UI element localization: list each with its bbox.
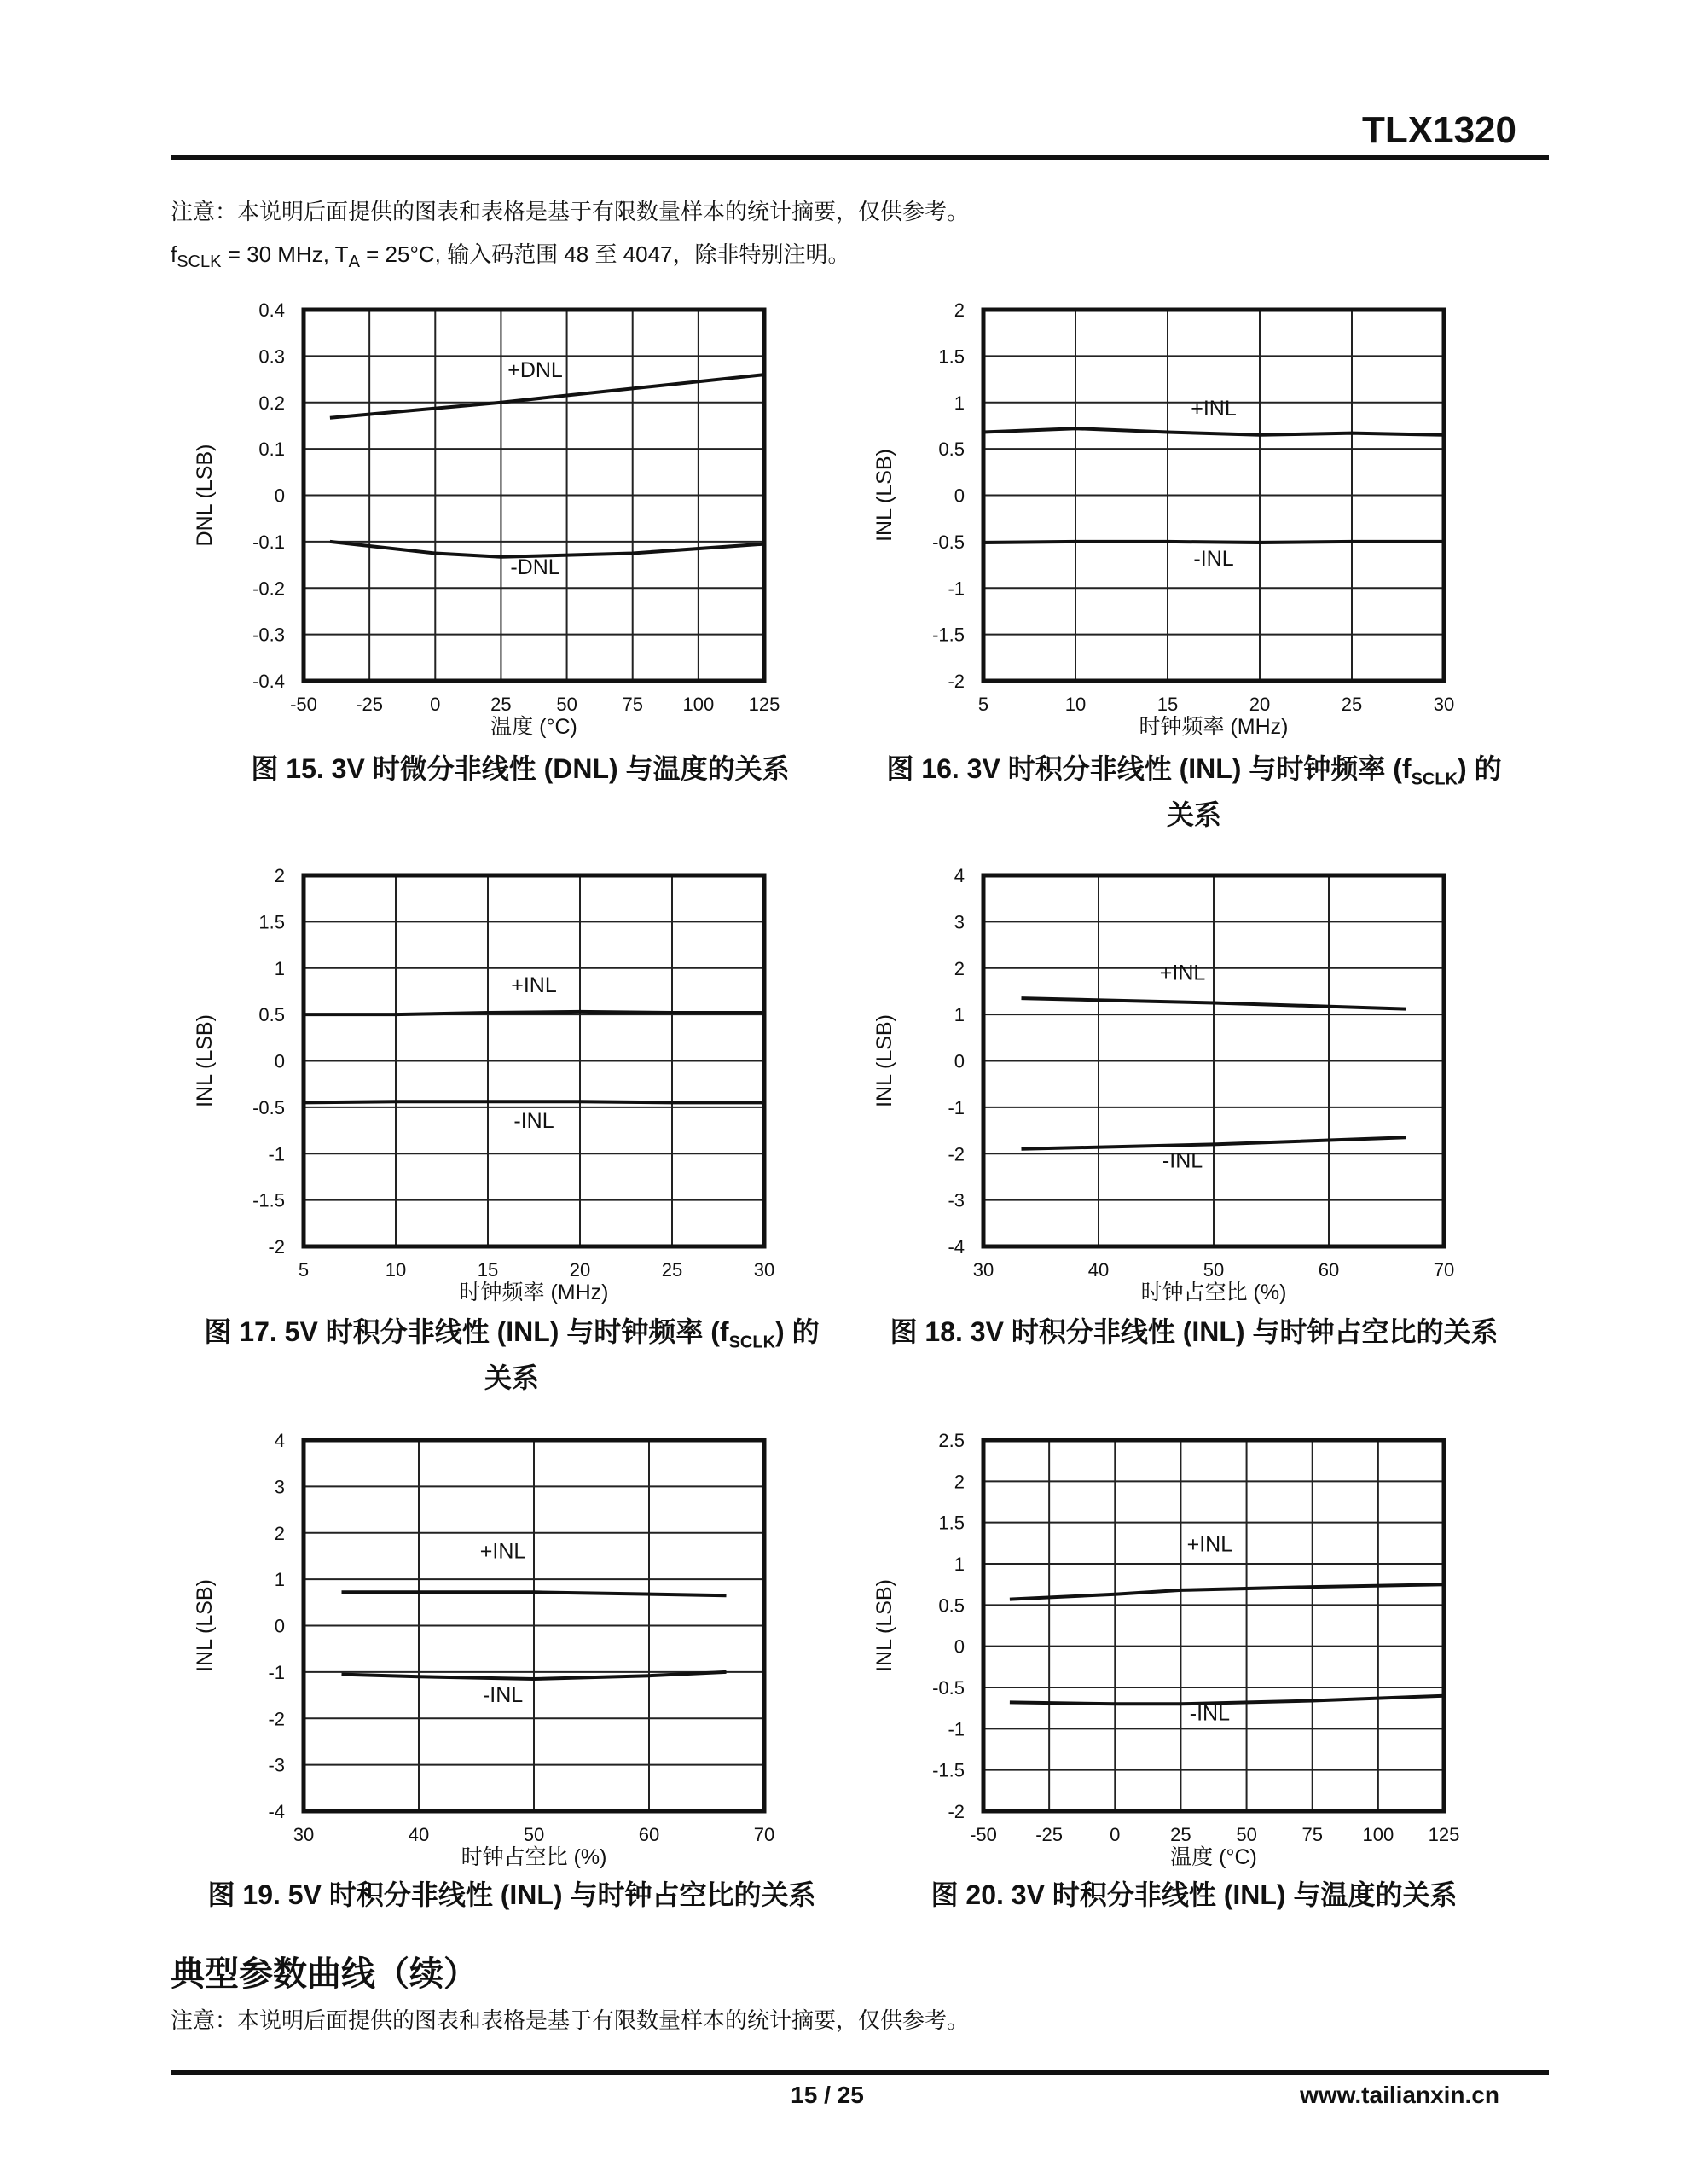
y-tick-label: -2 — [948, 1143, 965, 1165]
series-annotation: -INL — [513, 1108, 554, 1133]
series-annotation: +INL — [1159, 961, 1206, 985]
x-tick-label: 50 — [556, 694, 577, 715]
x-tick-label: 70 — [1433, 1259, 1455, 1281]
y-tick-label: 0 — [274, 1050, 285, 1072]
series-annotation: +DNL — [507, 357, 563, 382]
caption-fig17-subscript: SCLK — [728, 1333, 776, 1352]
x-tick-label: 30 — [1433, 694, 1455, 715]
x-tick-label: 100 — [1362, 1824, 1394, 1845]
y-tick-label: -0.3 — [252, 624, 285, 646]
y-tick-label: 1.5 — [938, 346, 965, 368]
series-annotation: -INL — [482, 1683, 524, 1708]
x-tick-label: 10 — [1064, 694, 1087, 715]
x-tick-label: 50 — [523, 1824, 545, 1845]
y-tick-label: -1 — [948, 578, 965, 600]
y-tick-label: 3 — [954, 911, 965, 933]
x-tick-label: -50 — [290, 694, 317, 715]
y-tick-label: -4 — [948, 1236, 965, 1258]
y-axis-label: INL (LSB) — [872, 449, 896, 542]
y-tick-label: 1 — [274, 957, 285, 979]
y-tick-label: 2 — [954, 1471, 965, 1493]
caption-fig16 — [844, 751, 1544, 833]
y-tick-label: -1.5 — [932, 624, 965, 646]
y-tick-label: 0.2 — [258, 392, 285, 414]
x-axis-label: 时钟频率 (MHz) — [1139, 715, 1289, 739]
x-tick-label: 125 — [748, 694, 780, 715]
y-tick-label: -0.5 — [252, 1096, 285, 1118]
x-tick-label: 10 — [385, 1259, 407, 1281]
caption-fig19: 图 19. 5V 时积分非线性 (INL) 与时钟占空比的关系 — [207, 1879, 816, 1910]
x-tick-label: 60 — [1318, 1259, 1340, 1281]
x-tick-label: 0 — [1110, 1824, 1121, 1845]
y-tick-label: 0.5 — [258, 1004, 285, 1026]
y-tick-label: 1 — [954, 1554, 965, 1575]
x-tick-label: 40 — [1087, 1259, 1110, 1281]
x-tick-label: 0 — [430, 694, 441, 715]
y-tick-label: -0.4 — [252, 671, 285, 692]
cond-f: f — [171, 241, 177, 267]
y-tick-label: -0.2 — [252, 578, 285, 600]
y-tick-label: 1 — [954, 1004, 965, 1026]
y-tick-label: 0 — [954, 1050, 965, 1072]
caption-fig17 — [154, 1314, 870, 1396]
x-tick-label: 20 — [569, 1259, 591, 1281]
y-tick-label: 3 — [274, 1476, 285, 1498]
y-tick-label: -0.5 — [932, 1677, 965, 1699]
y-tick-label: 0.5 — [938, 439, 965, 461]
y-tick-label: -0.5 — [932, 531, 965, 553]
y-tick-label: 0 — [274, 485, 285, 507]
y-tick-label: 1 — [954, 392, 965, 414]
note-text: 注意：本说明后面提供的图表和表格是基于有限数量样本的统计摘要，仅供参考。 — [171, 199, 970, 224]
x-axis-label: 温度 (°C) — [490, 715, 577, 739]
cond-sclk-subscript: SCLK — [177, 253, 222, 272]
y-tick-label: 1.5 — [938, 1512, 965, 1534]
section-title: 典型参数曲线（续） — [171, 1955, 478, 1993]
caption-fig17-c: 关系 — [484, 1362, 539, 1394]
footer-rule — [171, 2070, 1549, 2075]
y-axis-label: INL (LSB) — [193, 1579, 217, 1672]
y-tick-label: -1.5 — [932, 1759, 965, 1781]
x-tick-label: 25 — [1170, 1824, 1191, 1845]
caption-fig17-b: ) 的 — [775, 1316, 820, 1347]
x-axis-label: 温度 (°C) — [1170, 1845, 1257, 1869]
series-plus-inl-line — [983, 428, 1444, 435]
y-tick-label: -1 — [948, 1718, 965, 1740]
y-axis-label: INL (LSB) — [872, 1014, 896, 1107]
x-tick-label: 25 — [1341, 694, 1363, 715]
x-tick-label: 30 — [972, 1259, 994, 1281]
x-tick-label: 70 — [753, 1824, 775, 1845]
series-annotation: +INL — [1191, 396, 1237, 421]
y-tick-label: 4 — [954, 865, 965, 886]
website-link[interactable]: www.tailianxin.cn — [1300, 2082, 1499, 2108]
y-tick-label: 2 — [274, 865, 285, 886]
y-tick-label: -4 — [268, 1801, 285, 1822]
y-tick-label: -1 — [948, 1096, 965, 1118]
x-tick-label: 25 — [490, 694, 512, 715]
y-tick-label: -2 — [948, 671, 965, 692]
x-tick-label: 30 — [293, 1824, 315, 1845]
x-tick-label: 30 — [753, 1259, 775, 1281]
series-minus-inl-line — [983, 542, 1444, 543]
y-tick-label: 4 — [274, 1430, 285, 1451]
x-tick-label: 50 — [1236, 1824, 1257, 1845]
x-tick-label: 75 — [1301, 1824, 1323, 1845]
cond-rest: = 25°C, 输入码范围 48 至 4047，除非特别注明。 — [359, 241, 850, 267]
cond-a-subscript: A — [348, 253, 360, 272]
x-tick-label: 40 — [408, 1824, 430, 1845]
x-tick-label: 5 — [298, 1259, 310, 1281]
y-tick-label: -1.5 — [252, 1189, 285, 1211]
x-tick-label: 100 — [682, 694, 715, 715]
y-tick-label: -1 — [268, 1661, 285, 1683]
y-tick-label: -3 — [948, 1189, 965, 1211]
x-tick-label: -25 — [1035, 1824, 1064, 1845]
y-tick-label: 0.4 — [258, 299, 285, 321]
y-tick-label: -1 — [268, 1143, 285, 1165]
x-tick-label: 25 — [661, 1259, 683, 1281]
y-tick-label: -2 — [948, 1801, 965, 1822]
caption-fig18: 图 18. 3V 时积分非线性 (INL) 与时钟占空比的关系 — [890, 1316, 1499, 1347]
x-axis-label: 时钟占空比 (%) — [461, 1845, 607, 1869]
document-title: TLX1320 — [1362, 109, 1516, 151]
x-axis-label: 时钟频率 (MHz) — [459, 1281, 609, 1304]
y-tick-label: -2 — [268, 1708, 285, 1730]
caption-fig16-b: ) 的 — [1458, 753, 1502, 784]
y-tick-label: 0.5 — [938, 1594, 965, 1617]
caption-fig15: 图 15. 3V 时微分非线性 (DNL) 与温度的关系 — [251, 753, 790, 784]
y-tick-label: 2 — [274, 1522, 285, 1544]
y-tick-label: 1.5 — [258, 911, 285, 933]
x-tick-label: 75 — [622, 694, 643, 715]
series-annotation: -INL — [1189, 1701, 1230, 1726]
series-annotation: -INL — [1162, 1148, 1203, 1173]
y-tick-label: 2 — [954, 299, 965, 321]
y-tick-label: 0 — [954, 485, 965, 507]
y-axis-label: INL (LSB) — [872, 1579, 896, 1672]
x-tick-label: 20 — [1249, 694, 1271, 715]
caption-fig17-a: 图 17. 5V 时积分非线性 (INL) 与时钟频率 (f — [204, 1316, 729, 1347]
series-annotation: -INL — [1193, 547, 1234, 572]
cond-mid: = 30 MHz, T — [221, 241, 349, 267]
note-text-bottom: 注意：本说明后面提供的图表和表格是基于有限数量样本的统计摘要，仅供参考。 — [171, 2007, 970, 2033]
series-annotation: +INL — [511, 973, 557, 998]
page-number: 15 / 25 — [791, 2082, 864, 2108]
x-tick-label: 60 — [638, 1824, 660, 1845]
y-axis-label: DNL (LSB) — [193, 444, 217, 547]
caption-fig16-a: 图 16. 3V 时积分非线性 (INL) 与时钟频率 (f — [886, 753, 1412, 784]
y-tick-label: 1 — [274, 1569, 285, 1591]
x-tick-label: 15 — [1157, 694, 1179, 715]
x-axis-label: 时钟占空比 (%) — [1140, 1281, 1287, 1304]
caption-fig16-subscript: SCLK — [1411, 770, 1458, 789]
y-tick-label: 2 — [954, 957, 965, 979]
y-axis-label: INL (LSB) — [193, 1014, 217, 1107]
x-tick-label: 125 — [1428, 1824, 1460, 1845]
y-tick-label: 0 — [954, 1635, 965, 1658]
series-annotation: -DNL — [510, 555, 560, 579]
y-tick-label: -0.1 — [252, 531, 285, 553]
y-tick-label: 0.3 — [258, 346, 285, 368]
y-tick-label: -3 — [268, 1754, 285, 1776]
y-tick-label: 0 — [274, 1615, 285, 1637]
x-tick-label: -50 — [970, 1824, 997, 1845]
series-minus-inl-line — [304, 1101, 764, 1102]
x-tick-label: -25 — [356, 694, 384, 715]
plot-frame — [983, 1440, 1444, 1811]
series-annotation: +INL — [1186, 1532, 1233, 1557]
y-tick-label: 2.5 — [938, 1430, 965, 1451]
y-tick-label: -2 — [268, 1236, 285, 1258]
series-annotation: +INL — [479, 1539, 526, 1564]
caption-fig20: 图 20. 3V 时积分非线性 (INL) 与温度的关系 — [930, 1879, 1458, 1910]
y-tick-label: 0.1 — [258, 439, 285, 461]
caption-fig16-c: 关系 — [1166, 799, 1221, 831]
x-tick-label: 15 — [477, 1259, 499, 1281]
x-tick-label: 5 — [977, 694, 989, 715]
x-tick-label: 50 — [1203, 1259, 1225, 1281]
